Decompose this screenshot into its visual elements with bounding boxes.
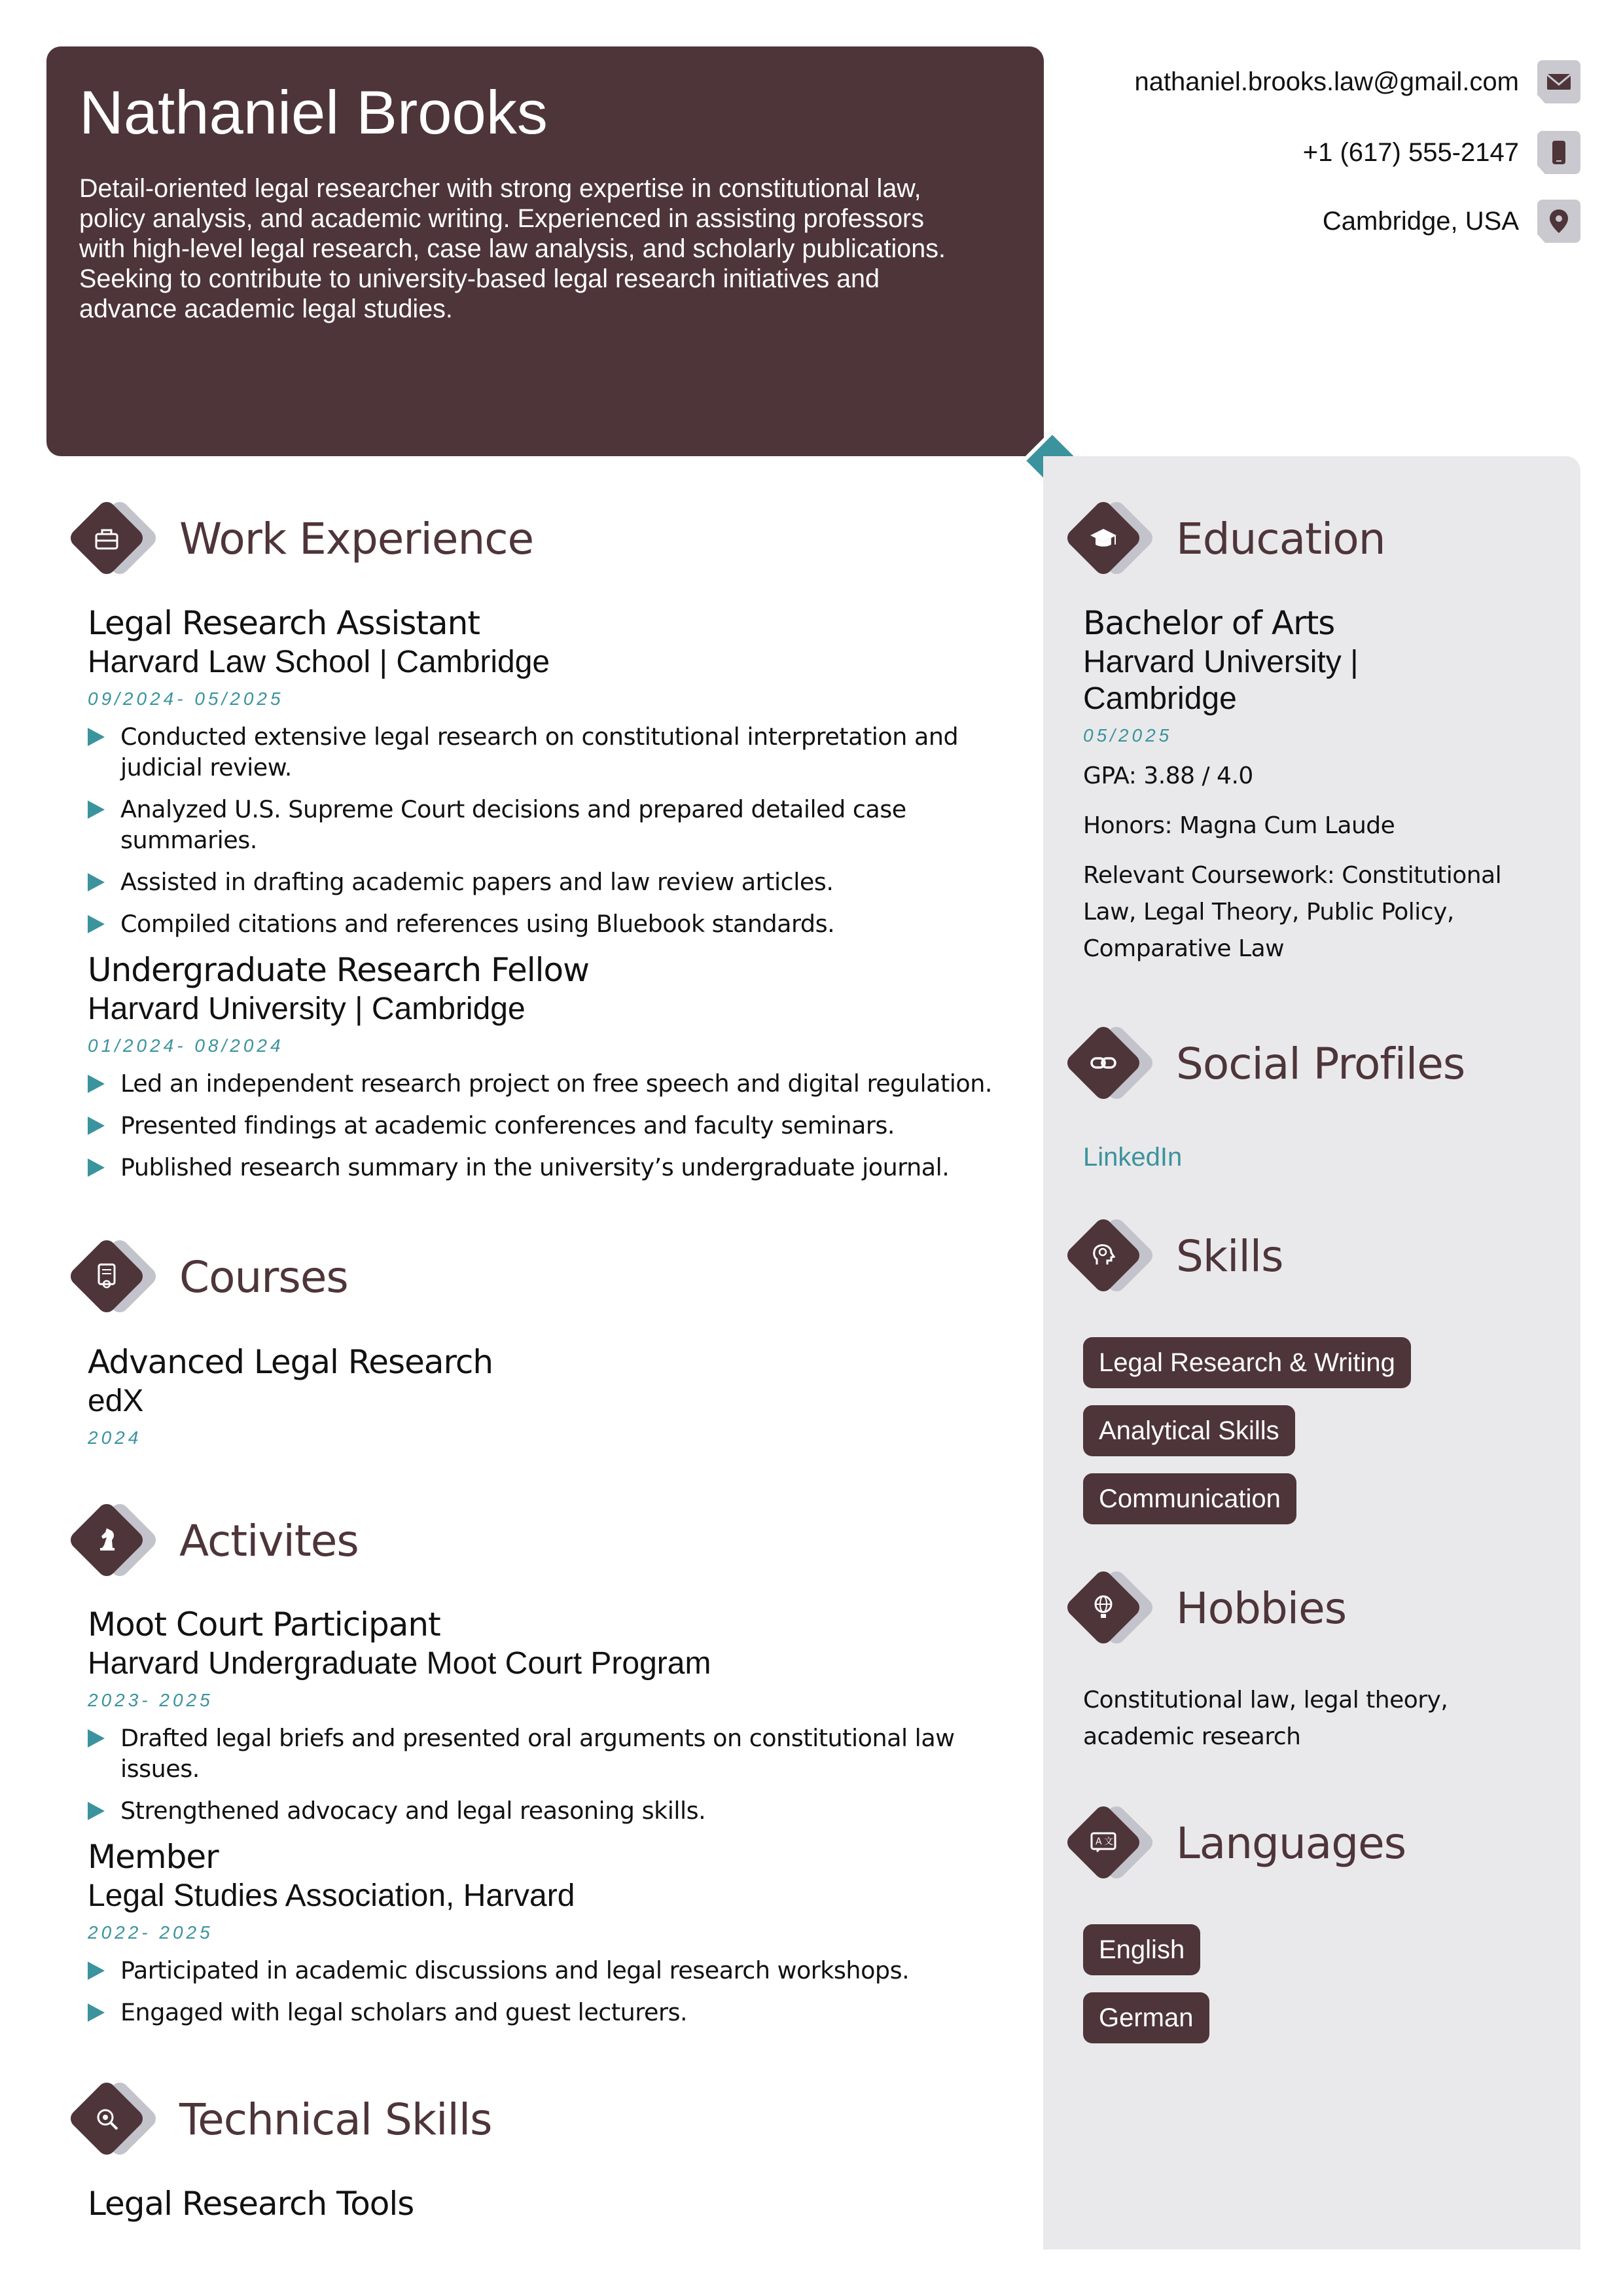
language-icon: [1066, 1803, 1164, 1884]
section-header-languages: [1066, 1803, 1406, 1884]
triangle-bullet-icon: [88, 1075, 105, 1093]
briefcase-icon: [69, 498, 168, 579]
language-tag: English: [1083, 1924, 1200, 1975]
hot-air-balloon-icon: [1066, 1568, 1164, 1649]
skill-tag: Analytical Skills: [1083, 1405, 1295, 1456]
triangle-bullet-icon: [88, 1729, 105, 1748]
svg-text:文: 文: [1104, 1837, 1113, 1847]
envelope-icon: [1537, 60, 1580, 103]
activity-title: Moot Court Participant: [88, 1605, 440, 1643]
section-header-hobbies: [1066, 1568, 1346, 1649]
job-title: Undergraduate Research Fellow: [88, 951, 590, 989]
section-title-skills: Skills: [1176, 1230, 1283, 1282]
certificate-icon: [69, 1236, 168, 1318]
triangle-bullet-icon: [88, 1802, 105, 1820]
triangle-bullet-icon: [88, 1962, 105, 1980]
job-date: 09/2024- 05/2025: [88, 689, 284, 709]
list-item: Led an independent research project on free speech and digital regulation.: [88, 1068, 1004, 1099]
section-title-technical: Technical Skills: [179, 2094, 492, 2145]
section-title-courses: Courses: [179, 1251, 348, 1302]
contact-email[interactable]: nathaniel.brooks.law@gmail.com: [1134, 67, 1519, 96]
section-title-activities: Activites: [179, 1515, 359, 1566]
course-title: Advanced Legal Research: [88, 1343, 493, 1381]
coursework: Relevant Coursework: Constitutional Law, Legal Theory, Public Policy, Comparative Law: [1083, 862, 1502, 962]
list-item: Published research summary in the university’s undergraduate journal.: [88, 1152, 1004, 1183]
section-title-social: Social Profiles: [1176, 1038, 1465, 1089]
job-title: Legal Research Assistant: [88, 604, 480, 642]
triangle-bullet-icon: [88, 728, 105, 746]
contact-email-row: [1134, 60, 1580, 103]
skill-tag: Legal Research & Writing: [1083, 1337, 1411, 1388]
technical-skill-title: Legal Research Tools: [88, 2185, 414, 2223]
list-item: Analyzed U.S. Supreme Court decisions and prepared detailed case summaries.: [88, 794, 1004, 855]
section-header-work: [69, 498, 533, 579]
gpa: GPA: 3.88 / 4.0: [1083, 762, 1253, 789]
honors: Honors: Magna Cum Laude: [1083, 812, 1395, 839]
activity-title: Member: [88, 1838, 219, 1876]
section-header-social: [1066, 1023, 1465, 1104]
school-city: Cambridge: [1083, 681, 1237, 716]
head-brain-icon: [1066, 1215, 1164, 1297]
job-organization: Harvard Law School | Cambridge: [88, 645, 550, 679]
activity-entry-1: [88, 1604, 1004, 1837]
section-header-activities: [69, 1500, 359, 1581]
triangle-bullet-icon: [88, 2003, 105, 2022]
triangle-bullet-icon: [88, 873, 105, 891]
list-item: Compiled citations and references using Bluebook standards.: [88, 908, 1004, 939]
section-title-hobbies: Hobbies: [1176, 1583, 1347, 1634]
section-title-work: Work Experience: [179, 513, 534, 564]
list-item: Strengthened advocacy and legal reasoning skills.: [88, 1795, 1004, 1826]
link-icon: [1066, 1023, 1164, 1104]
list-item: Participated in academic discussions and legal research workshops.: [88, 1955, 1004, 1986]
job-organization: Harvard University | Cambridge: [88, 992, 526, 1026]
section-header-education: [1066, 498, 1385, 579]
job-date: 01/2024- 08/2024: [88, 1035, 284, 1056]
triangle-bullet-icon: [88, 1117, 105, 1135]
gear-icon: [69, 2079, 168, 2160]
activity-entry-2: [88, 1836, 1004, 2039]
technical-entry: [88, 2183, 1004, 2225]
list-item: Engaged with legal scholars and guest lecturers.: [88, 1997, 1004, 2028]
language-tag: German: [1083, 1992, 1209, 2043]
list-item: Drafted legal briefs and presented oral arguments on constitutional law issues.: [88, 1723, 1004, 1784]
triangle-bullet-icon: [88, 915, 105, 933]
chess-knight-icon: [69, 1500, 168, 1581]
graduation-date: 05/2025: [1083, 725, 1173, 745]
section-header-courses: [69, 1236, 348, 1318]
course-entry: [88, 1341, 1004, 1460]
activity-date: 2022- 2025: [88, 1922, 213, 1943]
activity-organization: Harvard Undergraduate Moot Court Program: [88, 1646, 711, 1681]
hobbies-text: Constitutional law, legal theory, academic research: [1083, 1687, 1448, 1750]
education-entry: [1083, 602, 1561, 980]
section-title-languages: Languages: [1176, 1818, 1406, 1869]
work-entry-1: [88, 602, 1004, 950]
section-header-skills: [1066, 1215, 1283, 1297]
triangle-bullet-icon: [88, 1158, 105, 1177]
profile-summary: Detail-oriented legal researcher with strong expertise in constitutional law, policy analysis, and academic writing. Experienced in assisting professors with high-level legal research, case law analysis, and scholarly publications. Seeking to contribute to university-based legal research initiatives and advance academic legal studies.: [79, 174, 946, 323]
list-item: Assisted in drafting academic papers and law review articles.: [88, 867, 1004, 897]
triangle-bullet-icon: [88, 800, 105, 819]
course-provider: edX: [88, 1384, 144, 1418]
school-name: Harvard University |: [1083, 645, 1359, 679]
linkedin-link[interactable]: LinkedIn: [1083, 1143, 1183, 1172]
location-pin-icon: [1537, 200, 1580, 243]
degree-title: Bachelor of Arts: [1083, 604, 1335, 642]
contact-phone[interactable]: +1 (617) 555-2147: [1302, 137, 1519, 167]
graduation-cap-icon: [1066, 498, 1164, 579]
list-item: Presented findings at academic conferences and faculty seminars.: [88, 1110, 1004, 1141]
section-header-technical: [69, 2079, 492, 2160]
svg-text:A: A: [1096, 1837, 1102, 1847]
list-item: Conducted extensive legal research on constitutional interpretation and judicial review.: [88, 721, 1004, 783]
activity-organization: Legal Studies Association, Harvard: [88, 1878, 575, 1913]
contact-phone-row: [1303, 131, 1580, 174]
work-entry-2: [88, 949, 1004, 1194]
candidate-name: Nathaniel Brooks: [79, 78, 548, 147]
phone-icon: [1537, 131, 1580, 174]
contact-location-row: [1323, 200, 1580, 243]
course-date: 2024: [88, 1427, 142, 1448]
contact-location: Cambridge, USA: [1322, 206, 1519, 236]
section-title-education: Education: [1176, 513, 1385, 564]
activity-date: 2023- 2025: [88, 1690, 213, 1710]
skill-tag: Communication: [1083, 1473, 1296, 1524]
